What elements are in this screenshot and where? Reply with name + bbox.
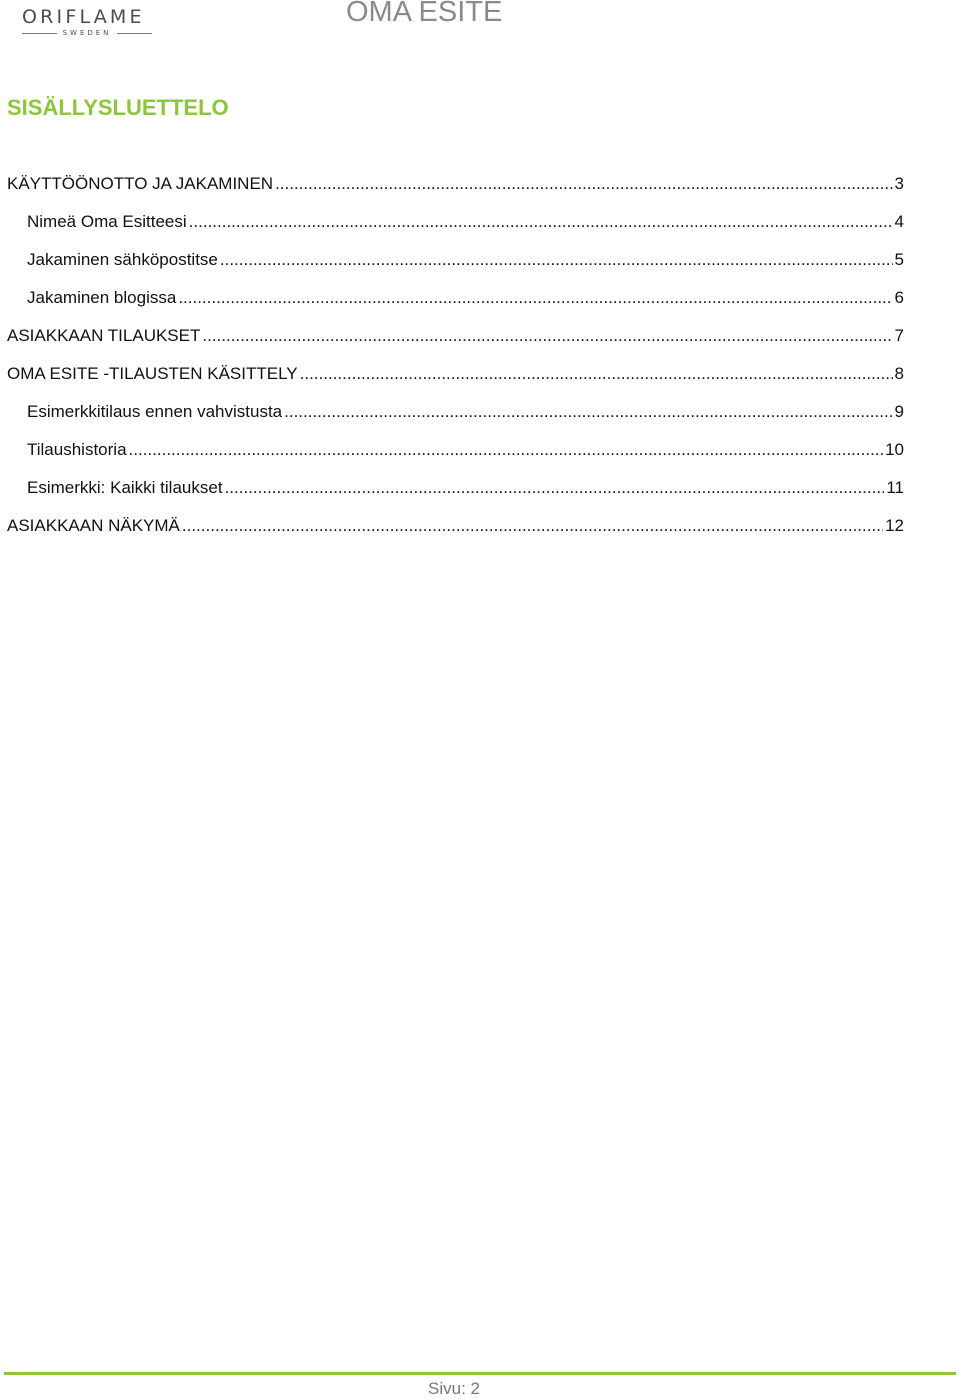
- toc-entry[interactable]: [0, 241, 904, 279]
- toc-entry-label: Jakaminen sähköpostitse: [27, 250, 218, 269]
- logo-subtitle-row: [22, 29, 152, 37]
- toc-dot-leader: [225, 478, 885, 498]
- toc-dot-leader: [275, 174, 892, 194]
- toc-entry[interactable]: [0, 507, 904, 545]
- toc-entry[interactable]: [0, 279, 904, 317]
- toc-entry-page: 12: [885, 516, 904, 535]
- toc-entry-label: Esimerkkitilaus ennen vahvistusta: [27, 402, 283, 421]
- toc-dot-leader: [178, 288, 892, 308]
- footer-page-number: Sivu: 2: [428, 1379, 480, 1398]
- toc-dot-leader: [300, 364, 893, 384]
- toc-entry-label: ASIAKKAAN NÄKYMÄ: [7, 516, 180, 535]
- toc-dot-leader: [129, 440, 884, 460]
- toc-entry-page: 3: [894, 174, 904, 193]
- toc-entry[interactable]: [0, 431, 904, 469]
- oriflame-logo: [22, 6, 152, 38]
- toc-entry[interactable]: [0, 355, 904, 393]
- toc-entry-label: OMA ESITE -TILAUSTEN KÄSITTELY: [7, 364, 298, 383]
- toc-dot-leader: [202, 326, 892, 346]
- toc-entry-label: KÄYTTÖÖNOTTO JA JAKAMINEN: [7, 174, 274, 193]
- logo-subtitle-text: SWEDEN: [62, 29, 112, 37]
- toc-entry-label: ASIAKKAAN TILAUKSET: [7, 326, 201, 345]
- footer-divider: [4, 1372, 956, 1375]
- table-of-contents: [0, 165, 960, 545]
- toc-entry-page: 10: [885, 440, 904, 459]
- toc-entry[interactable]: [0, 469, 904, 507]
- toc-dot-leader: [189, 212, 893, 232]
- toc-dot-leader: [220, 250, 893, 270]
- toc-entry-label: Esimerkki: Kaikki tilaukset: [27, 478, 223, 497]
- toc-entry[interactable]: [0, 393, 904, 431]
- toc-entry-page: 5: [894, 250, 904, 269]
- toc-entry-page: 7: [894, 326, 904, 345]
- toc-heading: SISÄLLYSLUETTELO: [7, 95, 229, 120]
- toc-entry[interactable]: [0, 165, 904, 203]
- logo-left-line: [22, 33, 57, 34]
- toc-entry[interactable]: [0, 317, 904, 355]
- toc-entry-page: 4: [894, 212, 904, 231]
- document-title: OMA ESITE: [346, 0, 503, 28]
- toc-entry-page: 8: [894, 364, 904, 383]
- toc-entry-page: 6: [894, 288, 904, 307]
- toc-dot-leader: [284, 402, 892, 422]
- toc-entry-label: Nimeä Oma Esitteesi: [27, 212, 187, 231]
- toc-entry-page: 9: [894, 402, 904, 421]
- toc-entry-page: 11: [886, 478, 904, 497]
- toc-dot-leader: [182, 516, 883, 536]
- toc-entry-label: Jakaminen blogissa: [27, 288, 177, 307]
- toc-entry[interactable]: [0, 203, 904, 241]
- toc-entry-label: Tilaushistoria: [27, 440, 127, 459]
- logo-right-line: [117, 33, 152, 34]
- logo-brand-text: ORIFLAME: [22, 6, 145, 28]
